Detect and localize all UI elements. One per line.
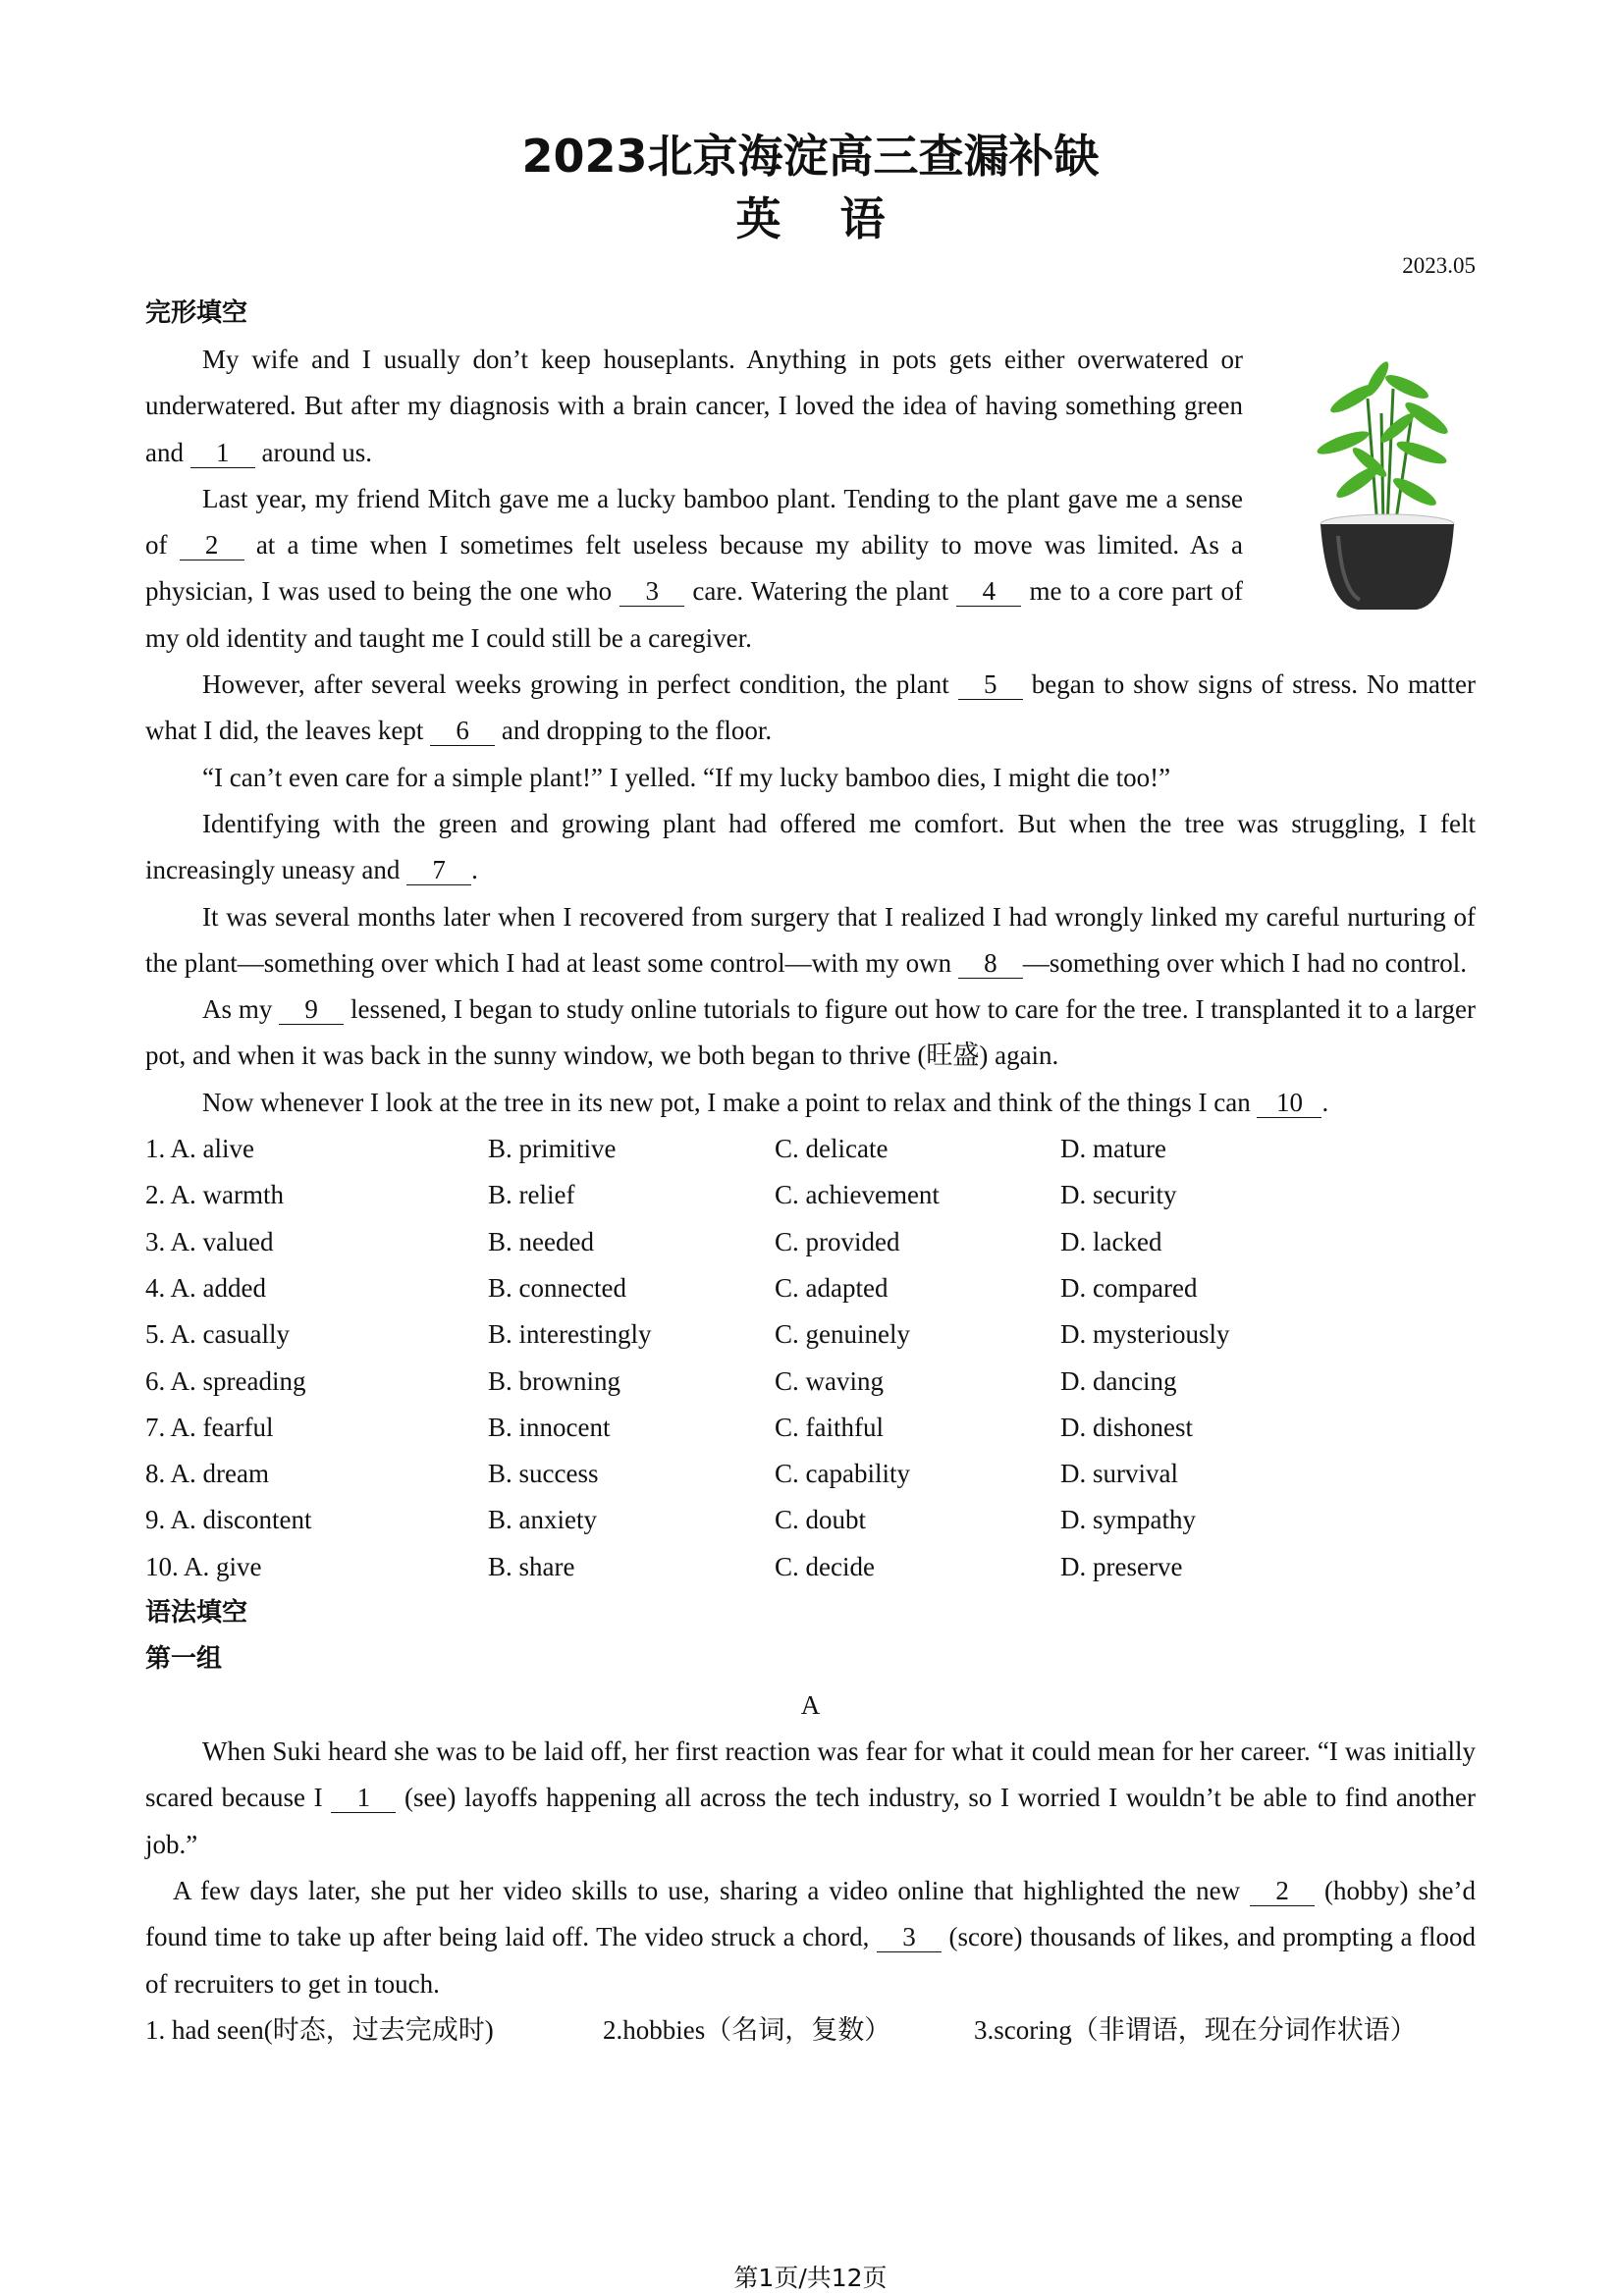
cloze-paragraph-6: It was several months later when I recovered from surgery that I realized I had wrongly linked my careful nurturing of the plant—something over which I had at least some control—with my own 8 —something over which I had no control. [145,901,1476,978]
grammar-answers [145,2007,1476,2054]
page-number: 第1页/共12页 [733,2264,888,2292]
subject-title: 英语 [735,192,944,245]
group-heading: 第一组 [145,1644,223,1675]
option-row: 10. A. give B. share C. decide D. preserve [145,1551,1183,1581]
grammar-paragraph-2: A few days later, she put her video skills to use, sharing a video online that highlighted the new 2 (hobby) she’d found time to take up after being laid off. The video struck a chord, 3 (score) thousands of likes, and prompting a flood of recruiters to get in touch. [145,1875,1476,1999]
cloze-paragraph-2: Last year, my friend Mitch gave me a lucky bamboo plant. Tending to the plant gave me a sense of 2 at a time when I sometimes felt useless because my ability to move was limited. As a physician, I was used to being the one who 3 care. Watering the plant 4 me to a core part of my old identity and taught me I could still be a caregiver. [145,483,1243,653]
cloze-options [145,1126,1476,1590]
blank-6: 6 [430,716,495,746]
content [145,291,1476,2054]
cloze-paragraph-3: However, after several weeks growing in perfect condition, the plant 5 began to show signs of stress. No matter what I did, the leaves kept 6 and dropping to the floor. [145,669,1476,746]
option-row: 7. A. fearful B. innocent C. faithful D. dishonest [145,1412,1193,1442]
blank-1: 1 [190,438,255,468]
lucky-bamboo-plant-illustration [1299,359,1476,614]
option-row: 5. A. casually B. interestingly C. genuinely D. mysteriously [145,1319,1230,1350]
option-row: 1. A. alive B. primitive C. delicate D. mature [145,1134,1166,1164]
exam-date: 2023.05 [1402,253,1476,278]
answer-1: 1. had seen(时态，过去完成时) [145,2014,494,2045]
option-row: 6. A. spreading B. browning C. waving D. dancing [145,1365,1177,1396]
cloze-paragraph-5: Identifying with the green and growing plant had offered me comfort. But when the tree was struggling, I felt increasingly uneasy and 7 . [145,808,1476,885]
cloze-paragraph-7: As my 9 lessened, I began to study online tutorials to figure out how to care for the tree. I transplanted it to a larger pot, and when it was back in the sunny window, we both began to thrive (旺盛) again. [145,994,1476,1071]
passage-letter: A [800,1690,821,1721]
blank-4: 4 [956,576,1021,607]
option-row: 2. A. warmth B. relief C. achievement D. security [145,1180,1177,1210]
blank-8: 8 [958,948,1023,979]
option-row: 8. A. dream B. success C. capability D. survival [145,1459,1178,1489]
blank-3: 3 [619,576,684,607]
grammar-blank-1: 1 [331,1783,396,1813]
cloze-heading: 完形填空 [145,298,248,328]
cloze-paragraph-8: Now whenever I look at the tree in its new pot, I make a point to relax and think of the things I can 10 . [202,1087,1329,1117]
cloze-paragraph-1: My wife and I usually don’t keep houseplants. Anything in pots gets either overwatered or underwatered. But after my diagnosis with a brain cancer, I loved the idea of having something green and 1 around us. [145,345,1243,467]
grammar-heading: 语法填空 [145,1598,248,1629]
answer-3: 3.scoring（非谓语，现在分词作状语） [974,2014,1417,2045]
option-row: 9. A. discontent B. anxiety C. doubt D. sympathy [145,1505,1196,1535]
grammar-blank-3: 3 [877,1922,942,1952]
blank-10: 10 [1257,1088,1321,1118]
answer-2: 2.hobbies（名词，复数） [603,2014,891,2045]
blank-2: 2 [180,530,244,561]
option-row: 3. A. valued B. needed C. provided D. lacked [145,1226,1162,1256]
blank-9: 9 [279,994,344,1025]
blank-7: 7 [406,855,471,885]
grammar-paragraph-1: When Suki heard she was to be laid off, her first reaction was fear for what it could mean for her career. “I was initially scared because I 1 (see) layoffs happening all across the tech industry, so I worried I wouldn’t be able to find another job.” [145,1736,1476,1859]
grammar-blank-2: 2 [1250,1876,1315,1906]
cloze-paragraph-4: “I can’t even care for a simple plant!” I yelled. “If my lucky bamboo dies, I might die too!” [202,762,1171,792]
blank-5: 5 [958,669,1023,700]
option-row: 4. A. added B. connected C. adapted D. compared [145,1272,1198,1303]
document-title: 2023北京海淀高三查漏补缺 [521,130,1100,183]
